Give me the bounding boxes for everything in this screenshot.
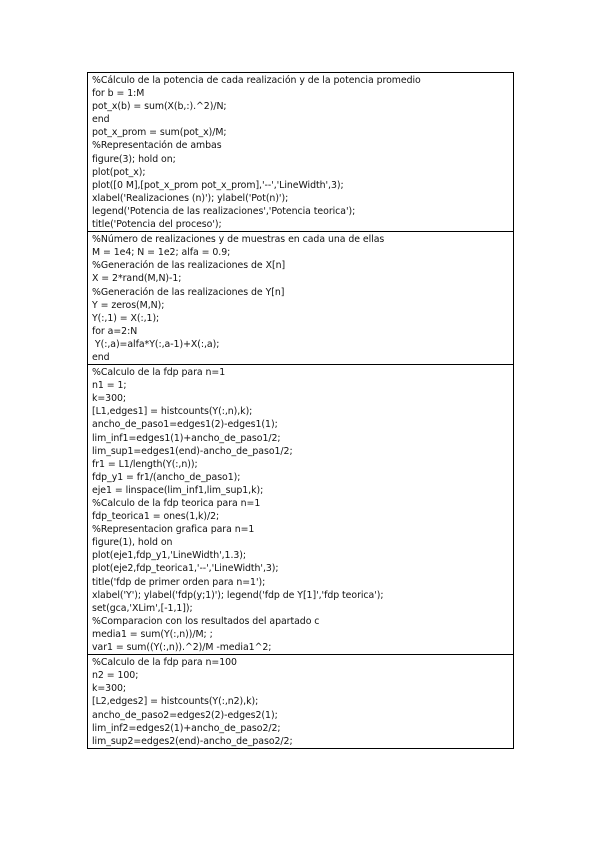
code-line: %Cálculo de la potencia de cada realización y de la potencia promedio	[92, 75, 421, 86]
code-line: Y(:,1) = X(:,1);	[92, 312, 160, 324]
code-line: legend('Potencia de las realizaciones','Potencia teorica');	[92, 205, 356, 217]
code-line: set(gca,'XLim',[-1,1]);	[92, 602, 193, 614]
code-line: [L1,edges1] = histcounts(Y(:,n),k);	[92, 406, 253, 418]
code-line: for b = 1:M	[92, 88, 145, 100]
code-line: M = 1e4; N = 1e2; alfa = 0.9;	[92, 247, 231, 259]
code-line: for a=2:N	[92, 325, 138, 337]
code-line: fdp_y1 = fr1/(ancho_de_paso1);	[92, 471, 241, 483]
code-line: X = 2*rand(M,N)-1;	[92, 273, 182, 285]
code-line: k=300;	[92, 393, 127, 405]
code-line: %Calculo de la fdp para n=1	[92, 367, 226, 379]
code-line: %Representación de ambas	[92, 140, 222, 152]
code-block-row	[88, 655, 514, 749]
code-line: title('fdp de primer orden para n=1');	[92, 576, 266, 588]
code-block-row	[88, 232, 514, 365]
code-line: n1 = 1;	[92, 380, 127, 392]
code-line: %Calculo de la fdp teorica para n=1	[92, 498, 261, 509]
code-line: plot(eje1,fdp_y1,'LineWidth',1.3);	[92, 550, 247, 562]
code-table-body	[88, 73, 514, 749]
code-block-cell	[88, 365, 514, 655]
code-line: end	[92, 351, 110, 363]
code-line: %Representacion grafica para n=1	[92, 524, 255, 536]
code-line: ancho_de_paso2=edges2(2)-edges2(1);	[92, 709, 278, 721]
code-line: %Número de realizaciones y de muestras en cada una de ellas	[92, 234, 385, 246]
code-line: lim_inf1=edges1(1)+ancho_de_paso1/2;	[92, 432, 281, 444]
code-line: var1 = sum((Y(:,n)).^2)/M -media1^2;	[92, 642, 272, 654]
code-line: xlabel('Y'); ylabel('fdp(y;1)'); legend('fdp de Y[1]','fdp teorica');	[92, 589, 384, 601]
code-block-row	[88, 73, 514, 232]
code-line: fdp_teorica1 = ones(1,k)/2;	[92, 511, 220, 523]
code-line: eje1 = linspace(lim_inf1,lim_sup1,k);	[92, 484, 264, 496]
code-block-cell	[88, 73, 514, 232]
code-block-cell	[88, 232, 514, 365]
code-line: Y = zeros(M,N);	[92, 299, 165, 311]
code-line: ancho_de_paso1=edges1(2)-edges1(1);	[92, 419, 278, 431]
code-line: pot_x(b) = sum(X(b,:).^2)/N;	[92, 101, 227, 113]
code-line: %Generación de las realizaciones de Y[n]	[92, 286, 285, 298]
code-line: title('Potencia del proceso');	[92, 219, 222, 231]
code-line: %Generación de las realizaciones de X[n]	[92, 260, 286, 272]
code-line: %Comparacion con los resultados del apartado c	[92, 615, 320, 627]
code-line: xlabel('Realizaciones (n)'); ylabel('Pot(n)');	[92, 192, 289, 204]
code-line: plot(eje2,fdp_teorica1,'--','LineWidth',3);	[92, 563, 279, 575]
code-line: figure(1), hold on	[92, 537, 173, 549]
code-line: media1 = sum(Y(:,n))/M; ;	[92, 628, 213, 640]
code-line: lim_sup1=edges1(end)-ancho_de_paso1/2;	[92, 445, 293, 457]
code-line: plot([0 M],[pot_x_prom pot_x_prom],'--','LineWidth',3);	[92, 179, 344, 191]
code-line: lim_sup2=edges2(end)-ancho_de_paso2/2;	[92, 735, 293, 747]
code-line: lim_inf2=edges2(1)+ancho_de_paso2/2;	[92, 722, 281, 734]
code-line: %Calculo de la fdp para n=100	[92, 657, 237, 669]
code-line: plot(pot_x);	[92, 166, 146, 178]
code-table	[87, 72, 514, 749]
code-line: Y(:,a)=alfa*Y(:,a-1)+X(:,a);	[92, 338, 220, 350]
code-block-cell	[88, 655, 514, 749]
code-line: n2 = 100;	[92, 670, 139, 682]
code-line: pot_x_prom = sum(pot_x)/M;	[92, 127, 227, 139]
code-line: [L2,edges2] = histcounts(Y(:,n2),k);	[92, 696, 259, 708]
code-line: k=300;	[92, 683, 127, 695]
code-line: end	[92, 114, 110, 126]
code-line: figure(3); hold on;	[92, 153, 176, 165]
code-line: fr1 = L1/length(Y(:,n));	[92, 458, 198, 470]
code-block-row	[88, 365, 514, 655]
